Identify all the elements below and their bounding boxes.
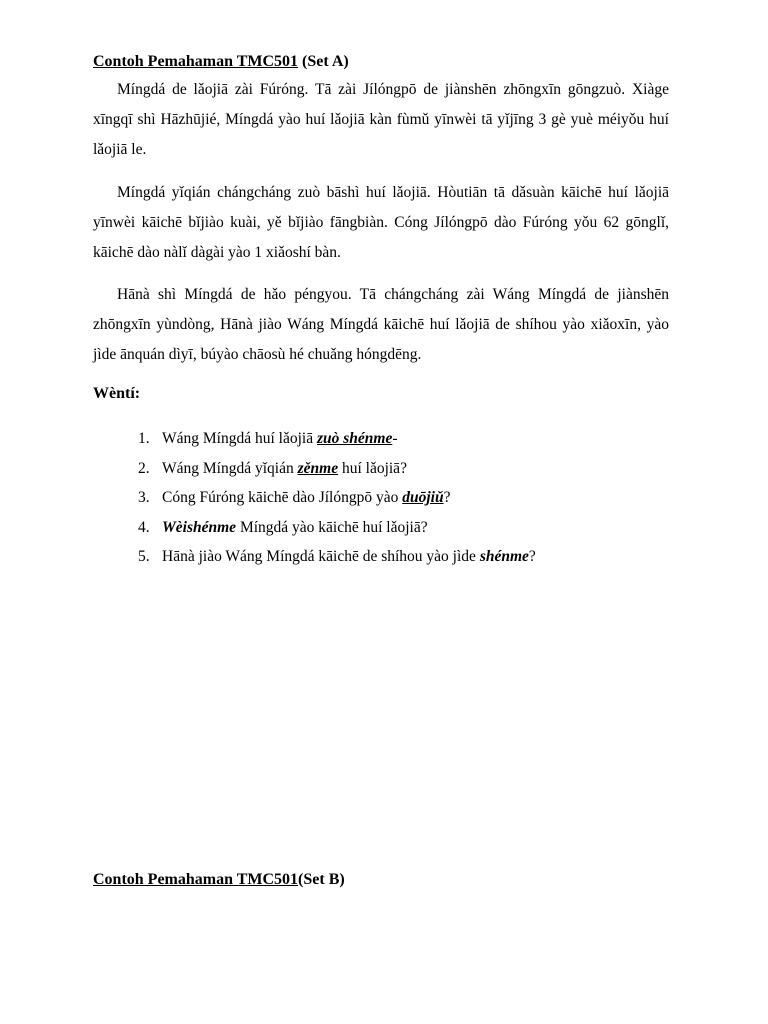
passage-paragraph-3: Hānà shì Míngdá de hǎo péngyou. Tā chángcháng zài Wáng Míngdá de jiànshēn zhōngxīn yùndòng, Hānà jiào Wáng Míngdá kāichē huí lǎojiā de shíhou yào xiǎoxīn, yào jìde ānquán dìyī, búyào chāosù hé chuǎng hóngdēng. <box>93 286 669 363</box>
question-number: 1. <box>138 430 150 447</box>
question-text-before: Wáng Míngdá yǐqián <box>162 459 298 477</box>
question-item-3 <box>138 483 698 513</box>
question-text-before: Wáng Míngdá huí lǎojiā <box>162 430 317 447</box>
question-text-before: Hānà jiào Wáng Míngdá kāichē de shíhou yào jìde <box>162 548 480 565</box>
question-keyword: zuò shénme <box>316 430 393 447</box>
question-1-strikethrough <box>138 430 162 447</box>
question-item-4 <box>138 513 698 543</box>
question-item-1 <box>138 424 698 454</box>
passage-paragraph-2: Míngdá yǐqián chángcháng zuò bāshì huí lǎojiā. Hòutiān tā dǎsuàn kāichē huí lǎojiā yīnwèi kāichē bǐjiào kuài, yě bǐjiào fāngbiàn. Cóng Jílóngpō dào Fúróng yǒu 62 gōnglǐ, kāichē dào nàlǐ dàgài yào 1 xiǎoshí bàn. <box>93 184 669 261</box>
question-keyword: shénme <box>479 548 529 565</box>
question-text-after: ? <box>443 489 451 506</box>
question-keyword: duōjiǔ <box>402 489 444 506</box>
set-b-heading <box>93 870 345 890</box>
questions-heading: Wèntí: <box>93 385 141 402</box>
question-item-2 <box>138 454 698 484</box>
question-number: 3. <box>138 489 150 506</box>
question-number: 2. <box>138 459 150 477</box>
set-a-heading <box>93 52 349 72</box>
question-keyword: Wèishénme <box>162 518 237 536</box>
set-a-title-underlined: Contoh Pemahaman TMC501 <box>93 53 299 70</box>
question-number: 4. <box>138 518 150 536</box>
set-a-title-rest: (Set A) <box>298 53 349 70</box>
question-text-after: Míngdá yào kāichē huí lǎojiā? <box>236 518 428 536</box>
question-text-after: huí lǎojiā? <box>338 459 407 477</box>
set-b-title-underlined: Contoh Pemahaman TMC501 <box>93 871 299 888</box>
question-text-after: ? <box>528 548 536 565</box>
question-text-after: - <box>392 430 398 447</box>
question-number: 5. <box>138 548 150 565</box>
question-list <box>138 424 698 572</box>
question-item-5 <box>138 542 698 572</box>
question-text-before: Cóng Fúróng kāichē dào Jílóngpō yào <box>162 489 403 506</box>
passage-paragraph-1: Míngdá de lǎojiā zài Fúróng. Tā zài Jílóngpō de jiànshēn zhōngxīn gōngzuò. Xiàge xīngqī shì Hāzhūjié, Míngdá yào huí lǎojiā kàn fùmǔ yīnwèi tā yǐjīng 3 gè yuè méiyǒu huí lǎojiā le. <box>93 81 669 158</box>
set-b-title-rest: (Set B) <box>298 871 345 888</box>
question-keyword: zěnme <box>297 459 339 477</box>
